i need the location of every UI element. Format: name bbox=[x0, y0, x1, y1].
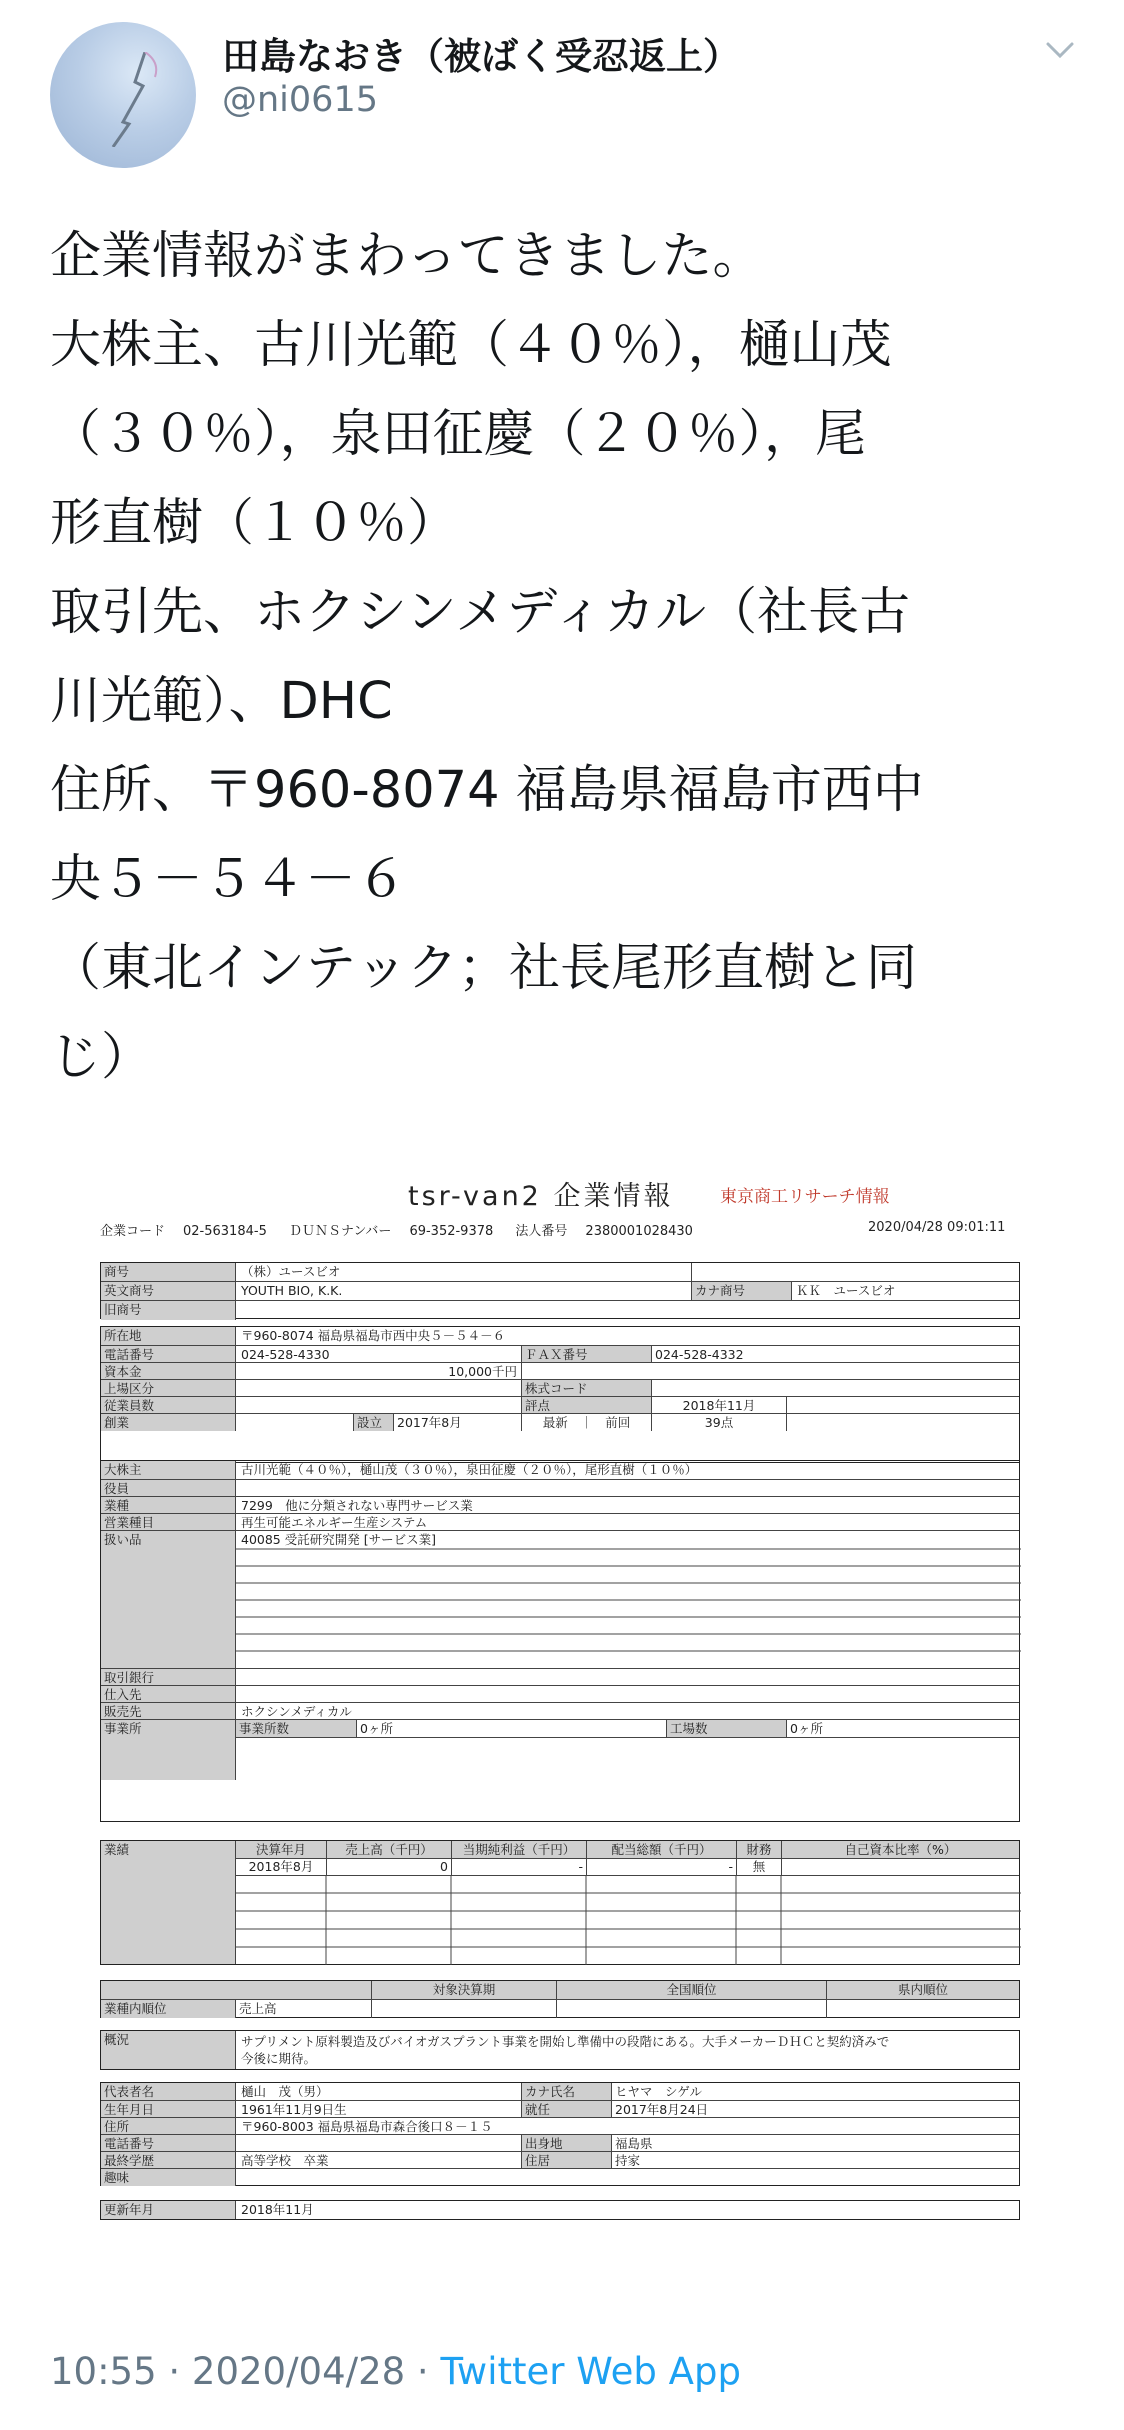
label: 英文商号 bbox=[101, 1282, 236, 1300]
value: 7299 他に分類されない専門サービス業 bbox=[241, 1498, 473, 1513]
source-app-link[interactable]: Twitter Web App bbox=[440, 2350, 741, 2393]
value: 再生可能エネルギー生産システム bbox=[241, 1515, 428, 1530]
code-label: 企業コード bbox=[100, 1224, 166, 1239]
section-basic-info bbox=[100, 1326, 1020, 1463]
value: 〒960-8003 福島県福島市森合後口８－１５ bbox=[241, 2119, 493, 2134]
value: ヒヤマ シゲル bbox=[611, 2083, 1019, 2100]
column-header: 対象決算期 bbox=[371, 1981, 556, 1999]
section-ranking bbox=[100, 1980, 1020, 2018]
column-header: 売上高（千円） bbox=[326, 1841, 451, 1858]
column-header: 県内順位 bbox=[826, 1981, 1019, 1999]
section-overview bbox=[100, 2030, 1020, 2070]
tweet-line: （東北インテック；社長尾形直樹と同 bbox=[50, 939, 918, 998]
label: 事業所 bbox=[101, 1720, 236, 1780]
value: 高等学校 卒業 bbox=[241, 2153, 329, 2168]
value: 2018年11月 bbox=[651, 1397, 786, 1413]
value: 売上高 bbox=[239, 2001, 277, 2016]
tweet-line: 大株主、古川光範（４０％），樋山茂 bbox=[50, 316, 892, 375]
label: 生年月日 bbox=[101, 2101, 236, 2117]
value: 0ヶ所 bbox=[786, 1720, 1019, 1737]
value: ホクシンメディカル bbox=[241, 1704, 352, 1719]
value: 〒960-8074 福島県福島市西中央５－５４－６ bbox=[241, 1328, 506, 1343]
avatar[interactable] bbox=[50, 22, 196, 168]
label: 評点 bbox=[521, 1397, 651, 1413]
value: 樋山 茂（男） bbox=[241, 2084, 329, 2099]
label: 旧商号 bbox=[101, 1301, 236, 1320]
section-performance bbox=[100, 1840, 1020, 1965]
value: ＫＫ ユースビオ bbox=[791, 1282, 1019, 1300]
tweet-text bbox=[50, 212, 1080, 1102]
table-cell: 0 bbox=[326, 1858, 451, 1875]
table-cell: 無 bbox=[736, 1858, 781, 1875]
tweet-line: 取引先、ホクシンメディカル（社長古 bbox=[50, 583, 911, 642]
table-cell: - bbox=[586, 1858, 736, 1875]
tweet-line: （３０％），泉田征慶（２０％），尾 bbox=[50, 405, 867, 464]
attached-image-company-report[interactable] bbox=[90, 1160, 1030, 2300]
display-name[interactable]: 田島なおき（被ばく受忍返上） bbox=[222, 35, 740, 78]
label: 住所 bbox=[101, 2118, 236, 2134]
label: 出身地 bbox=[521, 2135, 611, 2151]
value: 2018年11月 bbox=[241, 2202, 314, 2217]
doc-id-line bbox=[100, 1220, 711, 1239]
value: YOUTH BIO, K.K. bbox=[241, 1283, 343, 1298]
label: カナ商号 bbox=[691, 1282, 791, 1300]
label: 代表者名 bbox=[101, 2083, 236, 2100]
value: 持家 bbox=[611, 2152, 1019, 2168]
label: 業績 bbox=[101, 1841, 236, 1964]
label: 所在地 bbox=[101, 1327, 236, 1345]
code-value: 02-563184-5 bbox=[183, 1224, 267, 1239]
column-header: 決算年月 bbox=[255, 1842, 306, 1857]
value: 2017年8月 bbox=[393, 1414, 521, 1431]
tweet-line: 央５－５４－６ bbox=[50, 850, 408, 909]
label: 従業員数 bbox=[101, 1397, 236, 1413]
tweet-header bbox=[0, 0, 1124, 160]
label: 就任 bbox=[521, 2101, 611, 2117]
label: 事業所数 bbox=[236, 1720, 356, 1737]
tweet-line: 形直樹（１０％） bbox=[50, 494, 459, 553]
label: 仕入先 bbox=[101, 1686, 236, 1702]
label: 役員 bbox=[101, 1480, 236, 1496]
doc-source: 東京商工リサーチ情報 bbox=[720, 1187, 890, 1207]
label: 電話番号 bbox=[101, 1346, 236, 1362]
lightning-icon bbox=[105, 52, 165, 147]
section-company-name bbox=[100, 1262, 1020, 1319]
corp-value: 2380001028430 bbox=[585, 1224, 693, 1239]
table-cell: 2018年8月 bbox=[248, 1859, 314, 1874]
tweet-line: 企業情報がまわってきました。 bbox=[50, 227, 764, 286]
value: 古川光範（４０％），樋山茂（３０％），泉田征慶（２０％），尾形直樹（１０％） bbox=[241, 1462, 698, 1477]
value: 今後に期待。 bbox=[241, 2051, 317, 2066]
section-representative bbox=[100, 2082, 1020, 2186]
tweet-line: 川光範）、DHC bbox=[50, 672, 393, 731]
table-cell: - bbox=[451, 1858, 586, 1875]
label: 株式コード bbox=[521, 1380, 651, 1396]
corp-label: 法人番号 bbox=[515, 1224, 568, 1239]
label: 更新年月 bbox=[101, 2201, 236, 2219]
label: 業種内順位 bbox=[101, 2000, 236, 2018]
label: ＦＡＸ番号 bbox=[521, 1346, 651, 1362]
section-update bbox=[100, 2200, 1020, 2220]
chevron-down-icon[interactable] bbox=[1040, 30, 1080, 70]
label: 取引銀行 bbox=[101, 1669, 236, 1685]
label: 営業種目 bbox=[101, 1514, 236, 1530]
tweet-time[interactable]: 10:55 · 2020/04/28 · bbox=[50, 2350, 441, 2393]
label: 概況 bbox=[101, 2031, 236, 2069]
doc-title: tsr-van2 企業情報 bbox=[408, 1181, 674, 1212]
value: サプリメント原料製造及びバイオガスプラント事業を開始し準備中の段階にある。大手メーカーＤＨＣと契約済みで bbox=[241, 2034, 890, 2049]
value: （株）ユースビオ bbox=[241, 1264, 341, 1279]
value: 024-528-4330 bbox=[241, 1347, 330, 1362]
label: 扱い品 bbox=[101, 1531, 236, 1668]
label: 最新 ｜ 前回 bbox=[521, 1414, 651, 1431]
label: 住居 bbox=[521, 2152, 611, 2168]
table-cell bbox=[781, 1858, 1019, 1875]
column-header: 配当総額（千円） bbox=[586, 1841, 736, 1858]
label: 大株主 bbox=[101, 1461, 236, 1479]
label: 電話番号 bbox=[101, 2135, 236, 2151]
value: 1961年11月9日生 bbox=[241, 2102, 347, 2117]
label: 設立 bbox=[353, 1414, 393, 1431]
label: 上場区分 bbox=[101, 1380, 236, 1396]
tweet-timestamp bbox=[50, 2350, 741, 2393]
value: 0ヶ所 bbox=[356, 1720, 586, 1737]
value: 10,000千円 bbox=[448, 1364, 517, 1379]
label: カナ氏名 bbox=[521, 2083, 611, 2100]
column-header: 財務 bbox=[736, 1841, 781, 1858]
label: 販売先 bbox=[101, 1703, 236, 1719]
label: 商号 bbox=[101, 1263, 236, 1281]
value: 福島県 bbox=[611, 2135, 1019, 2151]
section-business bbox=[100, 1460, 1020, 1822]
column-header: 自己資本比率（%） bbox=[781, 1841, 1019, 1858]
value: 39点 bbox=[651, 1414, 786, 1431]
duns-value: 69-352-9378 bbox=[409, 1224, 494, 1239]
value: 40085 受託研究開発 [サービス業] bbox=[241, 1532, 436, 1547]
value: 024-528-4332 bbox=[651, 1346, 1019, 1362]
column-header: 当期純利益（千円） bbox=[451, 1841, 586, 1858]
label: 趣味 bbox=[101, 2169, 236, 2186]
tweet-line: 住所、〒960-8074 福島県福島市西中 bbox=[50, 761, 924, 820]
label: 資本金 bbox=[101, 1363, 236, 1379]
label: 最終学歴 bbox=[101, 2152, 236, 2168]
label: 業種 bbox=[101, 1497, 236, 1513]
column-header: 全国順位 bbox=[556, 1981, 826, 1999]
tweet-line: じ） bbox=[50, 1028, 153, 1087]
value: 2017年8月24日 bbox=[611, 2101, 1019, 2117]
duns-label: ＤＵＮＳナンバー bbox=[288, 1224, 392, 1239]
user-handle[interactable]: @ni0615 bbox=[222, 80, 378, 120]
doc-date: 2020/04/28 09:01:11 bbox=[868, 1220, 1006, 1235]
label: 工場数 bbox=[666, 1720, 786, 1737]
label: 創業 bbox=[101, 1414, 236, 1431]
